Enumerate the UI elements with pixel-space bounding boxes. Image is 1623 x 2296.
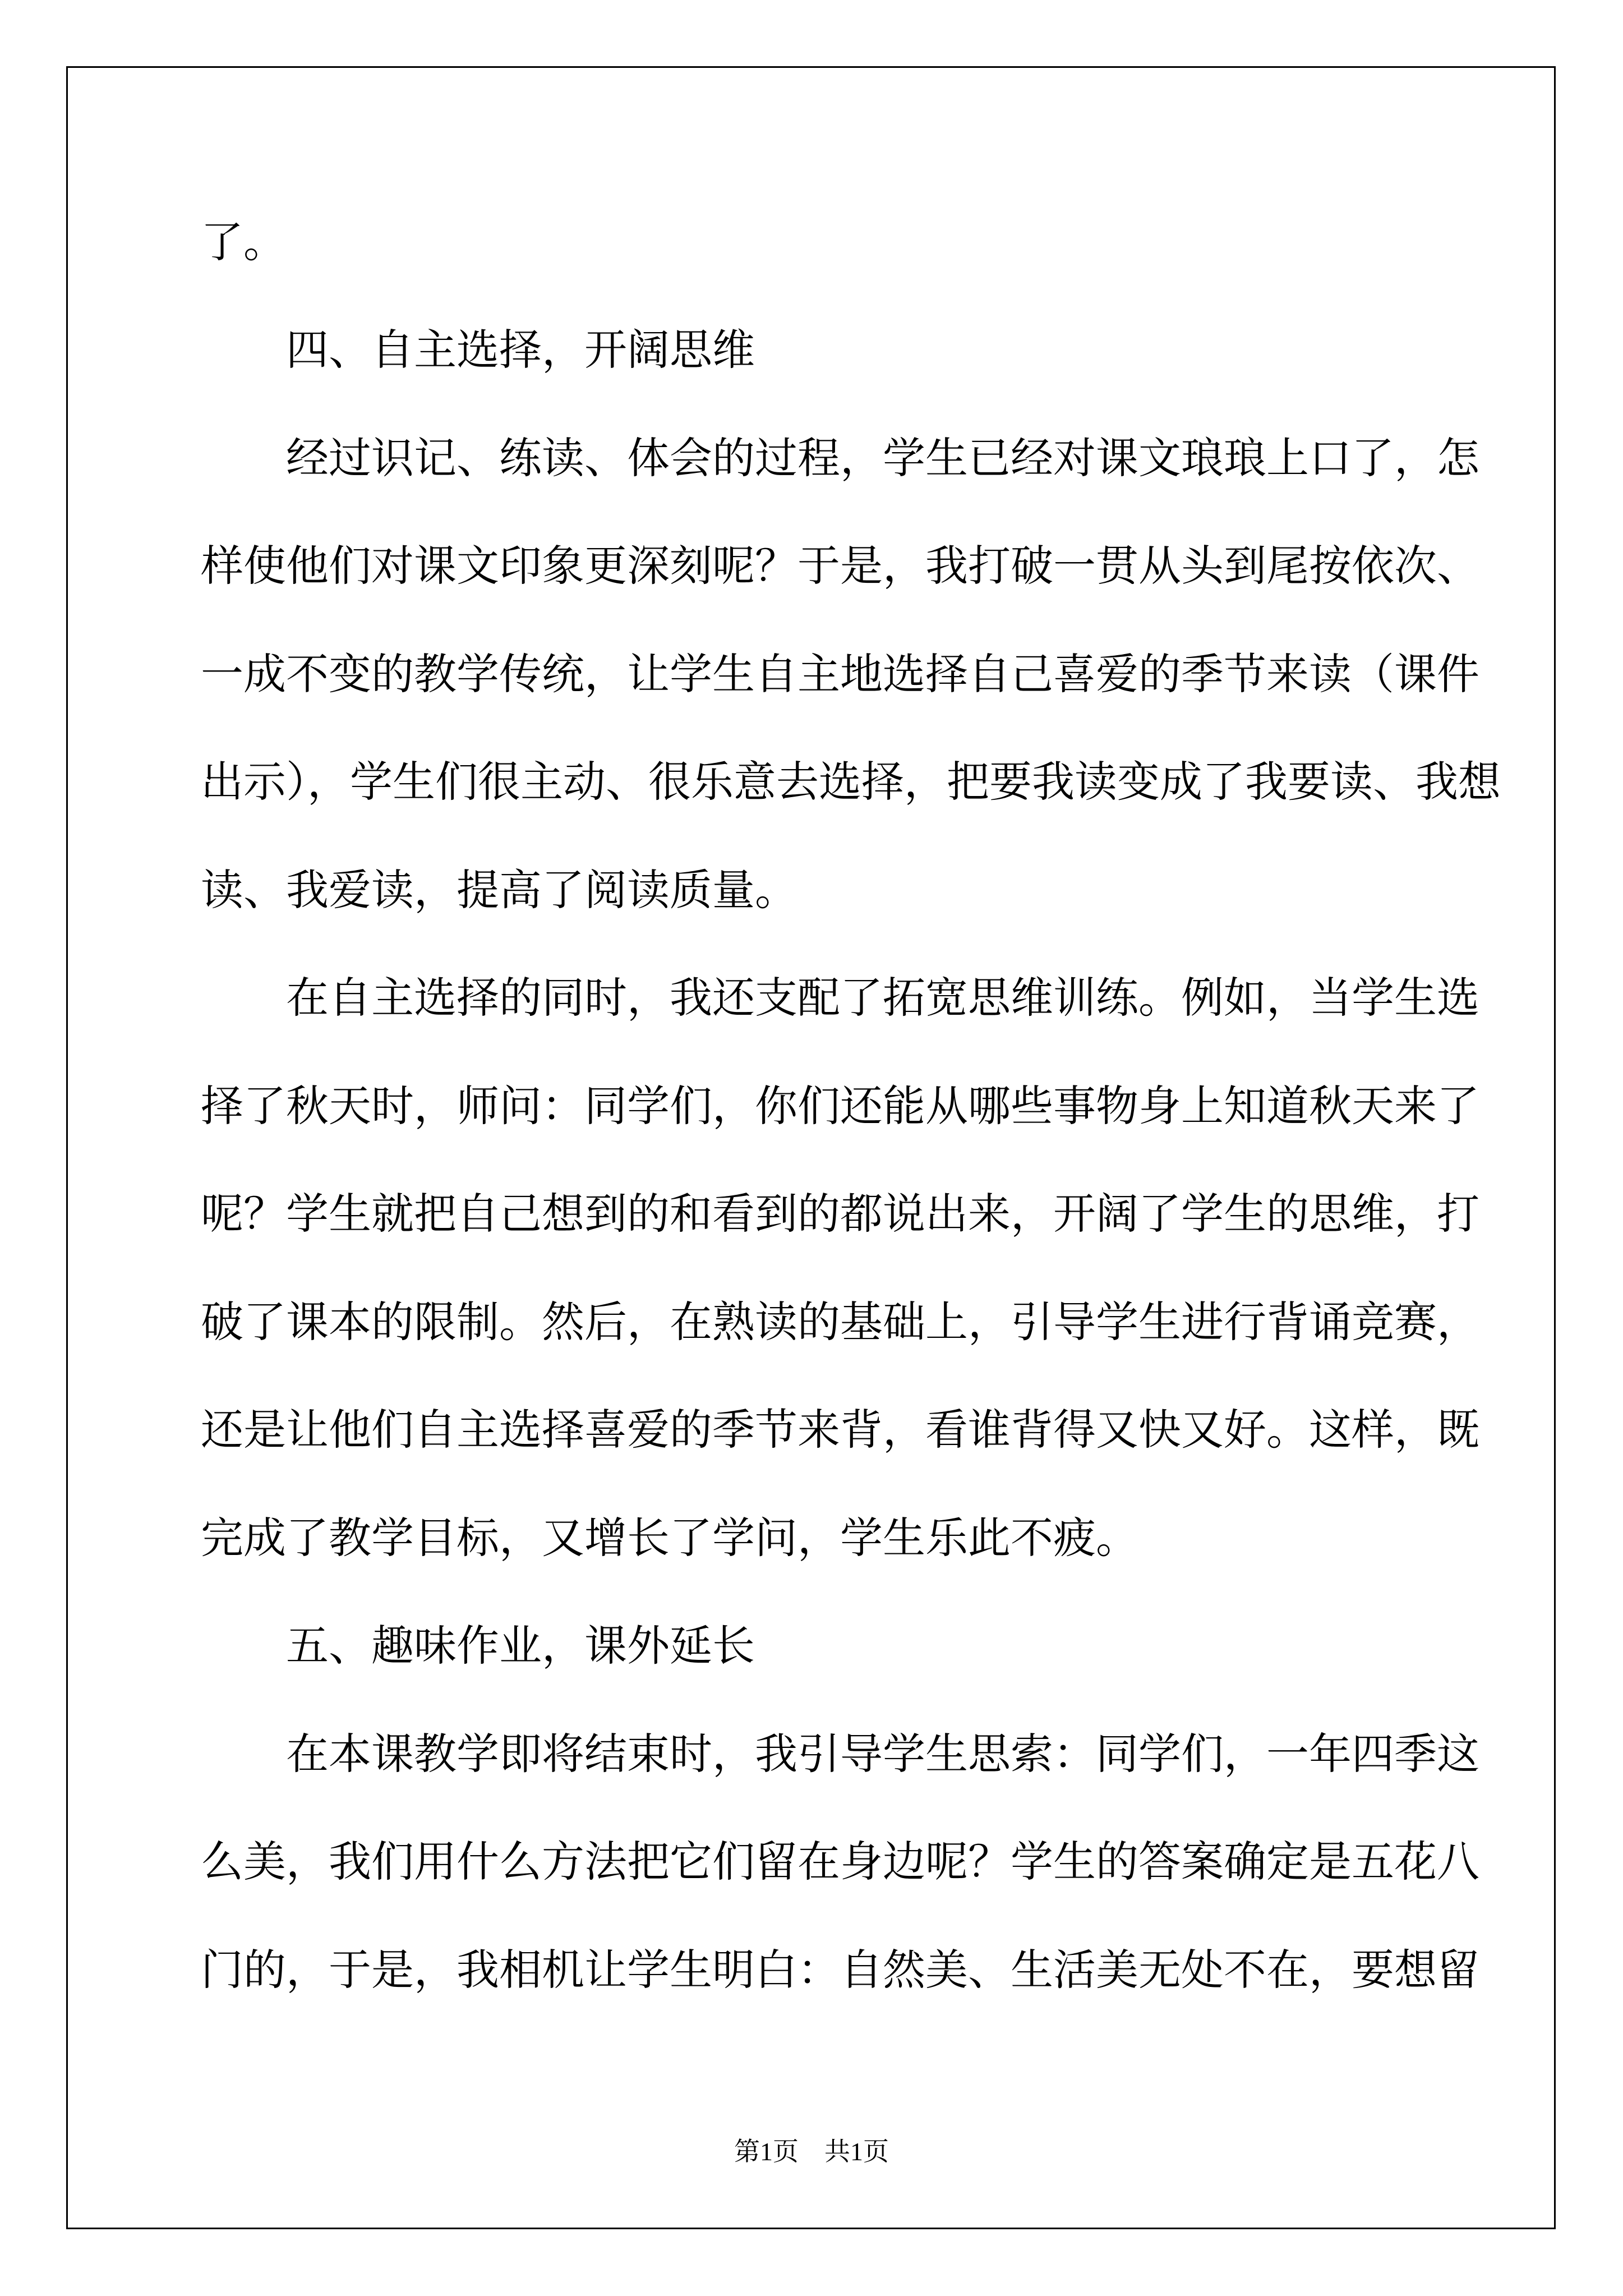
text-line: 择了秋天时，师问：同学们，你们还能从哪些事物身上知道秋天来了 [201,1081,1479,1131]
text-line: 样使他们对课文印象更深刻呢？于是，我打破一贯从头到尾按依次、 [201,541,1479,591]
text-line: 呢？学生就把自己想到的和看到的都说出来，开阔了学生的思维，打 [201,1189,1479,1239]
text-line: 了。 [201,217,286,267]
text-line: 在本课教学即将结束时，我引导学生思索：同学们，一年四季这 [286,1729,1479,1779]
section-heading: 四、自主选择，开阔思维 [286,325,755,375]
text-line: 在自主选择的同时，我还支配了拓宽思维训练。例如，当学生选 [286,973,1479,1023]
text-line: 出示），学生们很主动、很乐意去选择，把要我读变成了我要读、我想 [201,757,1501,807]
text-line: 经过识记、练读、体会的过程，学生已经对课文琅琅上口了，怎 [286,433,1479,483]
text-line: 还是让他们自主选择喜爱的季节来背，看谁背得又快又好。这样，既 [201,1405,1479,1455]
text-line: 完成了教学目标，又增长了学问，学生乐此不疲。 [201,1513,1138,1563]
text-line: 读、我爱读，提高了阅读质量。 [201,865,797,915]
page-number-footer: 第1页 共1页 [734,2137,889,2166]
text-line: 破了课本的限制。然后，在熟读的基础上，引导学生进行背诵竞赛， [201,1297,1479,1347]
section-heading: 五、趣味作业，课外延长 [286,1621,755,1671]
page-border [66,66,1556,2229]
text-line: 一成不变的教学传统，让学生自主地选择自己喜爱的季节来读（课件 [201,649,1479,699]
text-line: 门的，于是，我相机让学生明白：自然美、生活美无处不在，要想留 [201,1945,1479,1995]
text-line: 么美，我们用什么方法把它们留在身边呢？学生的答案确定是五花八 [201,1837,1479,1887]
